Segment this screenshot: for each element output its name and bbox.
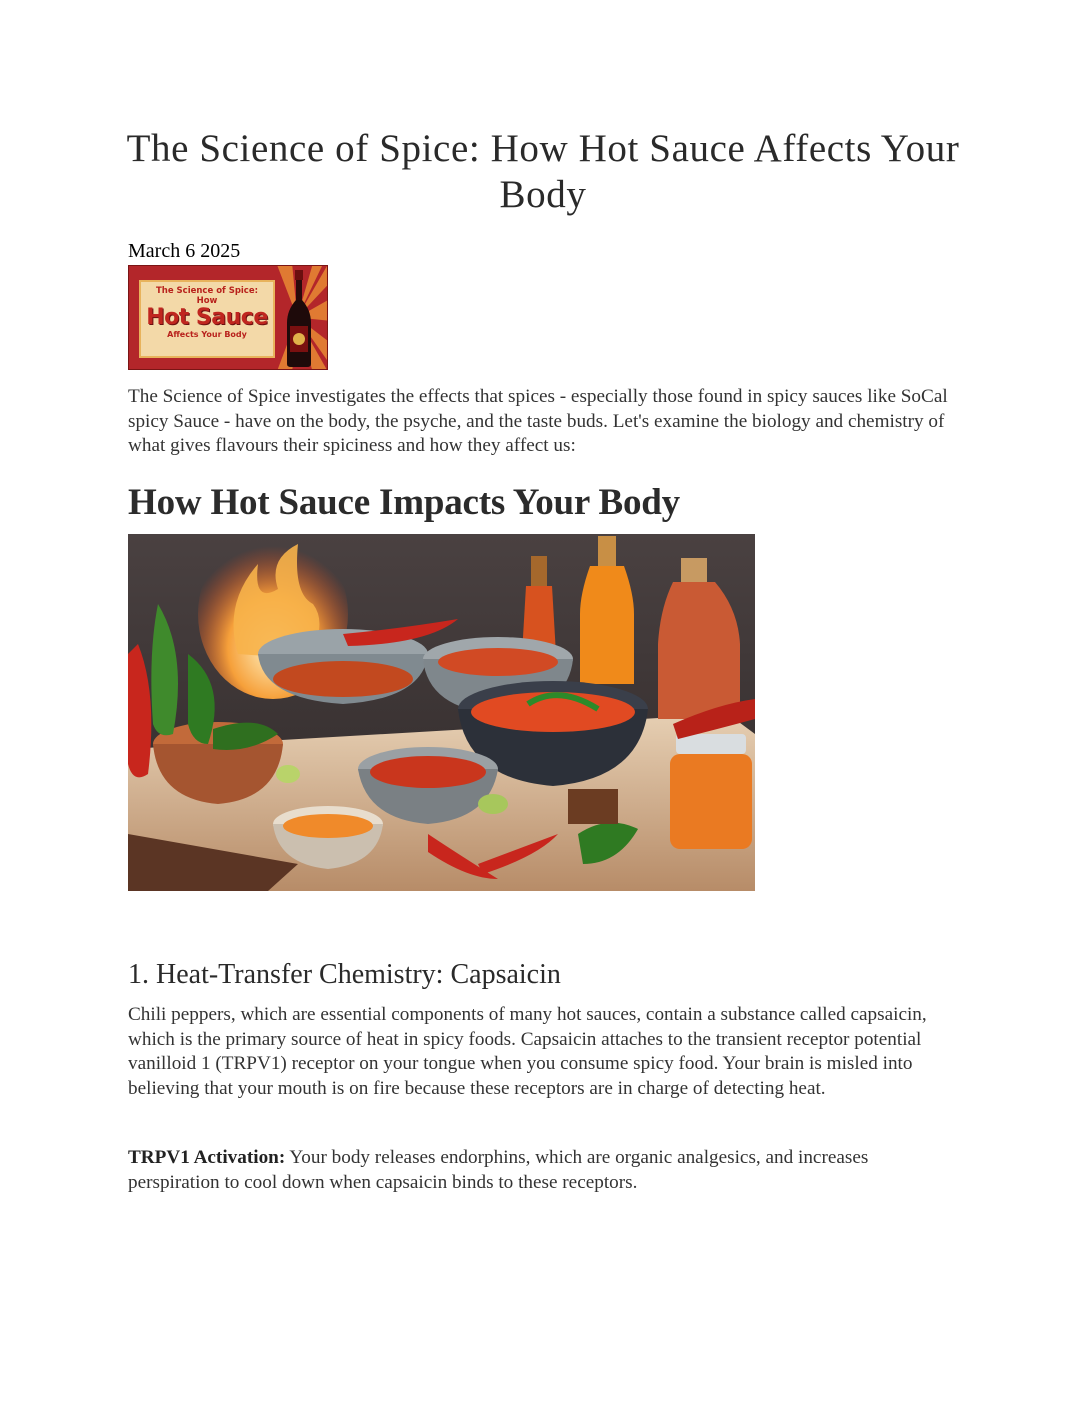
- publish-date: March 6 2025: [128, 240, 241, 262]
- subsection-heading: 1. Heat-Transfer Chemistry: Capsaicin: [128, 959, 561, 990]
- banner-title-panel: [139, 280, 275, 358]
- banner-line-2: How: [196, 296, 218, 306]
- hot-sauce-bottle-icon: [279, 268, 319, 368]
- trpv1-paragraph: [128, 1146, 958, 1195]
- page-title: The Science of Spice: How Hot Sauce Affects Your Body: [126, 127, 960, 216]
- banner-line-1: The Science of Spice:: [155, 286, 259, 296]
- hot-sauce-illustration-icon: [128, 534, 755, 891]
- banner-line-4: Affects Your Body: [167, 330, 247, 339]
- banner-line-3: Hot Sauce: [146, 305, 268, 330]
- hot-sauce-illustration-image: [128, 534, 755, 891]
- capsaicin-paragraph: Chili peppers, which are essential components of many hot sauces, contain a substance called capsaicin, which is the primary source of heat in spicy foods. Capsaicin attaches to the transient receptor potential vanilloid 1 (TRPV1) receptor on your tongue when you consume spicy food. Your brain is misled into believing that your mouth is on fire because these receptors are in charge of detecting heat.: [128, 1004, 927, 1099]
- section-heading: How Hot Sauce Impacts Your Body: [128, 482, 680, 523]
- article-banner-image: [128, 265, 328, 370]
- intro-paragraph: The Science of Spice investigates the effects that spices - especially those found in spicy sauces like SoCal spicy Sauce - have on the body, the psyche, and the taste buds. Let's examine the biology and chemistry of what gives flavours their spiciness and how they affect us:: [128, 386, 948, 456]
- trpv1-text: Your body releases endorphins, which are organic analgesics, and increases perspiration to cool down when capsaicin binds to these receptors.: [128, 1147, 869, 1193]
- trpv1-label: TRPV1 Activation:: [128, 1147, 286, 1168]
